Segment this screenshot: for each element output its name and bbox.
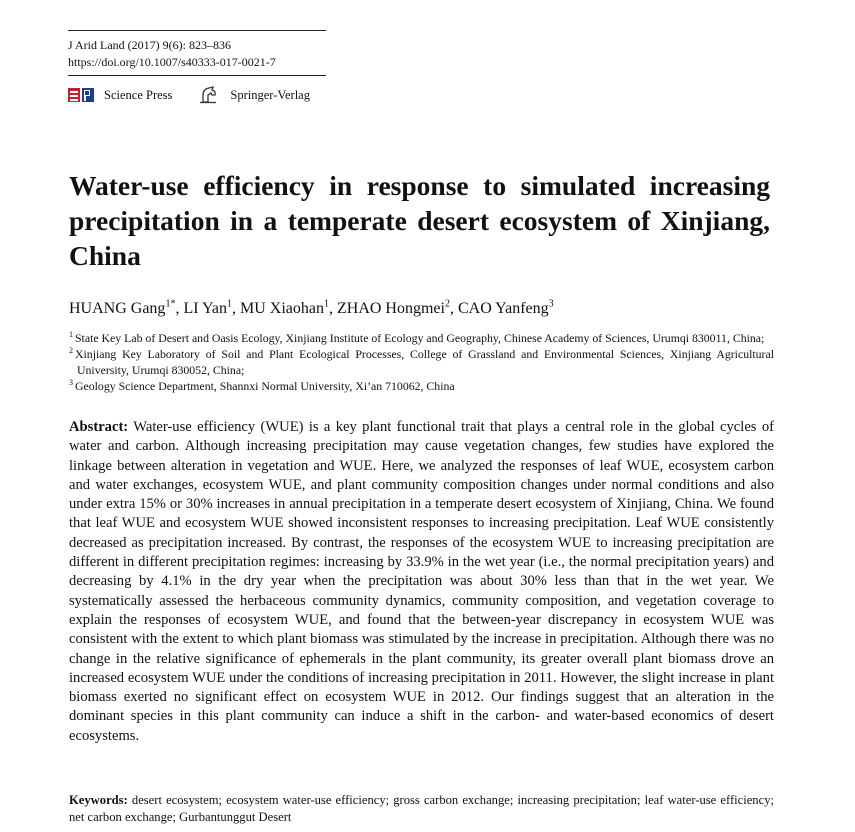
- affiliation-text: State Key Lab of Desert and Oasis Ecology, Xinjiang Institute of Ecology and Geography, Chinese Academy of Sciences, Urumqi 830011, China;: [75, 331, 765, 345]
- author-affiliation-mark: 1: [323, 298, 329, 310]
- affiliation-number: 3: [69, 378, 73, 388]
- abstract-text: Water-use efficiency (WUE) is a key plant functional trait that plays a central role in the global cycles of water and carbon. Although increasing precipitation may cause vegetation changes, few studies have explored the linkage between alteration in vegetation and WUE. Here, we analyzed the responses of leaf WUE, ecosystem carbon and water exchanges, ecosystem WUE, and plant community composition changes under normal conditions and also under extra 15% or 30% increases in annual precipitation in a temperate desert ecosystem of Xinjiang, China. We found that leaf WUE and ecosystem WUE showed inconsistent responses to increasing precipitation. Leaf WUE consistently decreased as precipitation increased. By contrast, the responses of the ecosystem WUE to increasing precipitation are different in different precipitation regimes: increasing by 33.9% in the wet year (i.e., the normal precipitation years) and decreasing by 4.1% in the dry year when the precipitation was about 30% less than that in the wet year. We systematically assessed the herbaceous community dynamics, community composition, and vegetation coverage to explain the responses of ecosystem WUE, and found that the between-year discrepancy in ecosystem WUE was consistent with the extent to which plant biomass was stimulated by the increase in precipitation. Although there was no change in the relative significance of ephemerals in the plant community, its greater overall plant biomass drove an increased ecosystem WUE under the conditions of increasing precipitation in 2011. However, the slight increase in plant biomass exerted no significant effect on ecosystem WUE in 2012. Our findings suggest that an alteration in the dominant species in this plant community can induce a shift in the carbon- and water-based economics of desert ecosystems.: [69, 419, 774, 744]
- author-affiliation-mark: 1: [227, 298, 232, 310]
- publisher-name: Springer-Verlag: [230, 87, 310, 102]
- affiliation-item: [69, 330, 774, 346]
- author-name: HUANG Gang: [69, 300, 166, 317]
- keywords-text: desert ecosystem; ecosystem water-use efficiency; gross carbon exchange; increasing precipitation; leaf water-use efficiency; net carbon exchange; Gurbantunggut Desert: [69, 793, 774, 824]
- header-top-rule: [68, 30, 326, 31]
- journal-header: [68, 30, 326, 104]
- author-affiliation-mark: 3: [548, 298, 554, 310]
- journal-citation: J Arid Land (2017) 9(6): 823–836: [68, 38, 231, 52]
- abstract: [69, 418, 774, 746]
- affiliation-number: 1: [69, 330, 73, 340]
- affiliation-text: Xinjiang Key Laboratory of Soil and Plant Ecological Processes, College of Grassland and Environmental Sciences, Xinjiang Agricultural University, Urumqi 830052, China;: [75, 347, 774, 377]
- affiliation-number: 2: [69, 346, 73, 356]
- affiliation-item: [69, 346, 774, 378]
- affiliation-text: Geology Science Department, Shannxi Normal University, Xi’an 710062, China: [75, 379, 455, 393]
- publisher-name: Science Press: [104, 87, 173, 102]
- affiliation-item: [69, 378, 774, 394]
- publisher-logos: [68, 86, 326, 104]
- springer-horse-logo-icon: [194, 86, 222, 104]
- author-list: HUANG Gang$^{1*}$, LI Yan$^1$, MU Xiaohan$^1$, ZHAO Hongmei$^2$, CAO Yanfeng$^3$: [69, 298, 554, 317]
- science-press-logo-icon: [68, 86, 96, 104]
- paper-title: Water-use efficiency in response to simulated increasing precipitation in a temperate desert ecosystem of Xinjiang, China: [69, 170, 770, 271]
- author-affiliation-mark: 2: [444, 298, 450, 310]
- header-bottom-rule: [68, 75, 326, 76]
- publisher-springer: [194, 86, 310, 104]
- author-name: CAO Yanfeng: [457, 300, 549, 317]
- author-name: MU Xiaohan: [240, 300, 324, 317]
- affiliation-list: [69, 330, 774, 394]
- doi-link[interactable]: https://doi.org/10.1007/s40333-017-0021-7: [68, 55, 276, 69]
- keywords-label: Keywords:: [69, 793, 128, 807]
- author-affiliation-mark: 1*: [165, 298, 176, 310]
- publisher-science-press: [68, 86, 172, 104]
- abstract-label: Abstract:: [69, 419, 129, 435]
- keywords: [69, 792, 774, 826]
- author-name: LI Yan: [183, 300, 227, 317]
- author-name: ZHAO Hongmei: [336, 300, 445, 317]
